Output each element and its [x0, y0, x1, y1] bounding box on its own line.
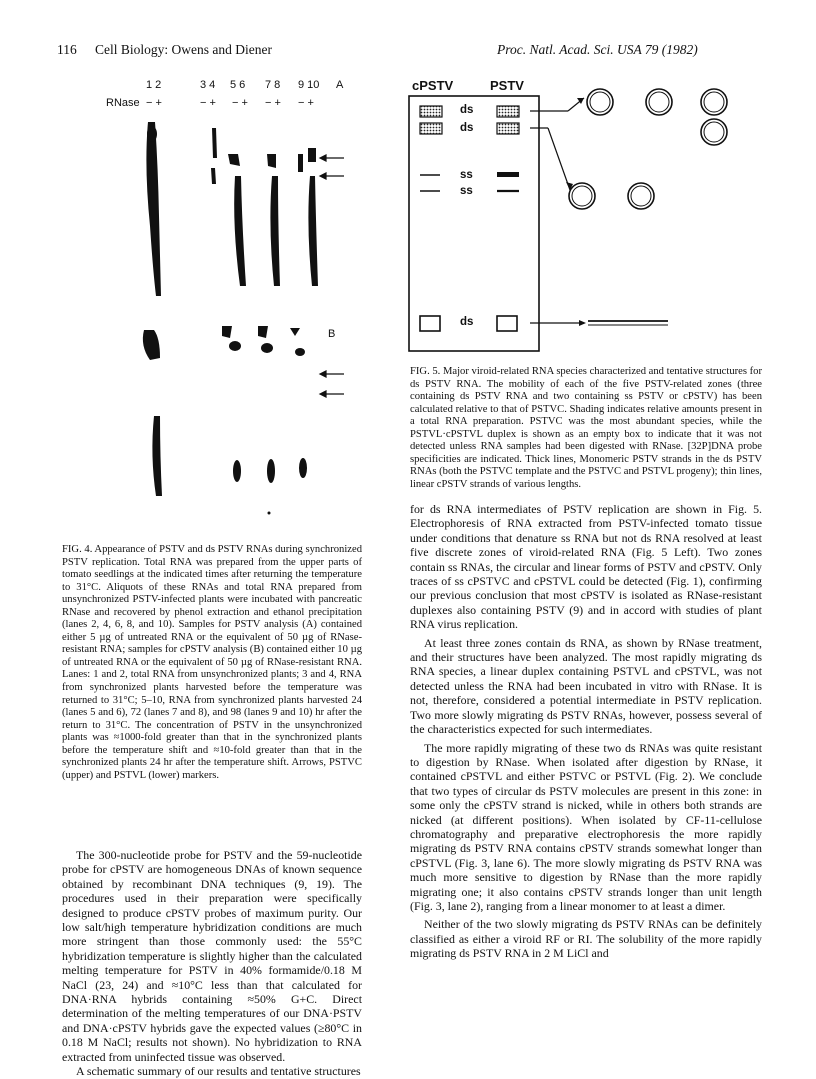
figure-5-caption [410, 366, 762, 491]
figure-4 [60, 76, 360, 516]
lane-numbers-7-8: 7 8 [265, 79, 281, 91]
paragraph: The 300-nucleotide probe for PSTV and the 59-nucleotide probe for cPSTV are homogeneous DNAs of known sequence obtained by recombinant DNA techniques (9, 19). The procedures used in their preparation were specifically designed to produce cPSTV probes of maximum purity. Our low salt/high temperature hybridization conditions are much more stringent than those commonly used: the 55°C hybridization temperature is slightly higher than the calculated melting temperature for PSTV in 40% formamide/0.18 M NaCl (23, 24) and ≈10°C less than that calculated for DNA·RNA hybrids containing ≈50% G+C. Direct determination of the melting temperatures of our DNA·PSTV and DNA·cPSTV hybrids gave the expected values (≥80°C in 0.18 M NaCl; results not shown). No hybridization to RNA extracted from uninfected tissue was observed. [62, 848, 362, 1064]
band-label-ds: ds [460, 104, 474, 116]
panel-b-label: B [328, 328, 336, 340]
paragraph: At least three zones contain ds RNA, as shown by RNase treatment, and their structures have been analyzed. The most rapidly migrating ds RNA species, a linear duplex containing PSTVL and cPSTVL, was not detected unless the RNA had been incubated in vitro with RNase. It is not, therefore, considered a potential intermediate in PSTV replication. Two more slowly migrating ds PSTV RNAs, however, possess several of the characteristics expected for such intermediates. [410, 635, 762, 737]
caption-text: FIG. 5. Major viroid-related RNA species characterized and tentative structures for ds PSTV RNA. The mobility of each of the five PSTV-related zones (three containing ds PSTV RNA and two containing ss PSTV or cPSTV) has been calculated relative to that of PSTVC. Shading indicates relative amounts present in a total RNA preparation. PSTVC was the most abundant species, while the PSTVL·cPSTVL duplex is shown as an empty box to indicate that it was not detected unless RNA samples had been digested with RNase. [32P]DNA probe specificities are indicated. Thick lines, Monomeric PSTV strands in the ds PSTV RNAs (both the PSTVC template and the PSTVC and PSTVL progeny); thin lines, linear cPSTV strands of various lengths. [410, 366, 762, 490]
lane-numbers-5-6: 5 6 [230, 79, 246, 91]
panel-a-label: A [336, 79, 344, 91]
journal-citation: Proc. Natl. Acad. Sci. USA 79 (1982) [497, 42, 698, 57]
treatment-mark: − + [265, 97, 281, 109]
figure-4-caption [62, 544, 362, 782]
paragraph: for ds RNA intermediates of PSTV replication are shown in Fig. 5. Electrophoresis of RNA extracted from PSTV-infected tomato tissue under conditions that denature ss RNA but not ds RNA resolved at least five discrete zones of viroid-related RNA (Fig. 5 Left). Two zones contain ss RNAs, the circular and linear forms of PSTV and cPSTV. Only traces of ss cPSTVC and cPSTVL could be detected (Fig. 1), confirming our previous conclusion that most cPSTV is isolated as RNase-resistant duplexes also containing PSTV (9) and in accord with studies of plant RNA virus replication. [410, 502, 762, 632]
page-number: 116 [57, 42, 77, 57]
right-column-body [410, 502, 762, 961]
figure-5 [408, 78, 753, 358]
left-column-body [62, 848, 362, 1079]
cpstv-column-label: cPSTV [412, 78, 454, 93]
band-label-ds: ds [460, 316, 474, 328]
band-label-ss: ss [460, 169, 473, 181]
paragraph: A schematic summary of our results and tentative structures [76, 1064, 361, 1079]
paragraph: The more rapidly migrating of these two ds RNAs was quite resistant to digestion by RNase. When isolated after digestion by RNase, it contained cPSTVL and either PSTVC or PSTVL (Fig. 2). We conclude that two types of circular ds PSTV molecules are present in this zone: in some only the cPSTV strand is nicked, while in others both strands are nicked (at different positions). When isolated by CF-11-cellulose chromatography and preparative electrophoresis the more rapidly migrating ds PSTV RNA contains cPSTV strands somewhat longer than cPSTVL (Fig. 3, lane 6). The more slowly migrating ds PSTV RNA was much more sensitive to digestion by RNase than the more rapidly migrating one; it also contains cPSTV strands longer than unit length (Fig. 3, lane 2), ranging from a linear monomer to at least a dimer. [410, 740, 762, 913]
pstv-column-label: PSTV [490, 78, 524, 93]
lane-numbers-1-2: 1 2 [146, 79, 162, 91]
band-label-ss: ss [460, 185, 473, 197]
treatment-mark: − + [146, 97, 162, 109]
lane-numbers-9-10: 9 10 [298, 79, 320, 91]
band-label-ds: ds [460, 122, 474, 134]
treatment-mark: − + [232, 97, 248, 109]
treatment-mark: − + [200, 97, 216, 109]
treatment-mark: − + [298, 97, 314, 109]
paragraph: Neither of the two slowly migrating ds PSTV RNAs can be definitely classified as either a viroid RF or RI. The solubility of the more rapidly migrating ds PSTV RNA in 2 M LiCl and [410, 917, 762, 961]
lane-numbers-3-4: 3 4 [200, 79, 216, 91]
caption-text: FIG. 4. Appearance of PSTV and ds PSTV RNAs during synchronized PSTV replication. Total RNA was prepared from the upper parts of tomato seedlings at the indicated times after returning the temperature to 31°C. Aliquots of these RNAs and total RNA prepared from unsynchronized PSTV-infected plants were incubated with pancreatic RNase and recovered by phenol extraction and ethanol precipitation (lanes 2, 4, 6, 8, and 10). Samples for PSTV analysis (A) contained either 5 µg of untreated RNA or the equivalent of 50 µg of RNase-resistant RNA; samples for cPSTV analysis (B) contained either 10 µg of untreated RNA or the equivalent of 50 µg of RNase-resistant RNA. Lanes: 1 and 2, total RNA from unsynchronized plants; 3 and 4, RNA from synchronized plants harvested before the temperature was returned to 31°C; 5–10, RNA from synchronized plants harvested 24 (lanes 5 and 6), 72 (lanes 7 and 8), and 98 (lanes 9 and 10) hr after the return to 31°C. The concentration of PSTV in the unsynchronized plants was ≈1000-fold greater than that in the synchronized plants before the temperature shift and ≈10-fold greater than that in the synchronized plants 24 hr after the temperature shift. Arrows, PSTVC (upper) and PSTVL (lower) markers. [62, 544, 362, 781]
rnase-label: RNase [106, 97, 140, 109]
autoradiograph [60, 76, 360, 516]
running-title: Cell Biology: Owens and Diener [95, 42, 272, 57]
